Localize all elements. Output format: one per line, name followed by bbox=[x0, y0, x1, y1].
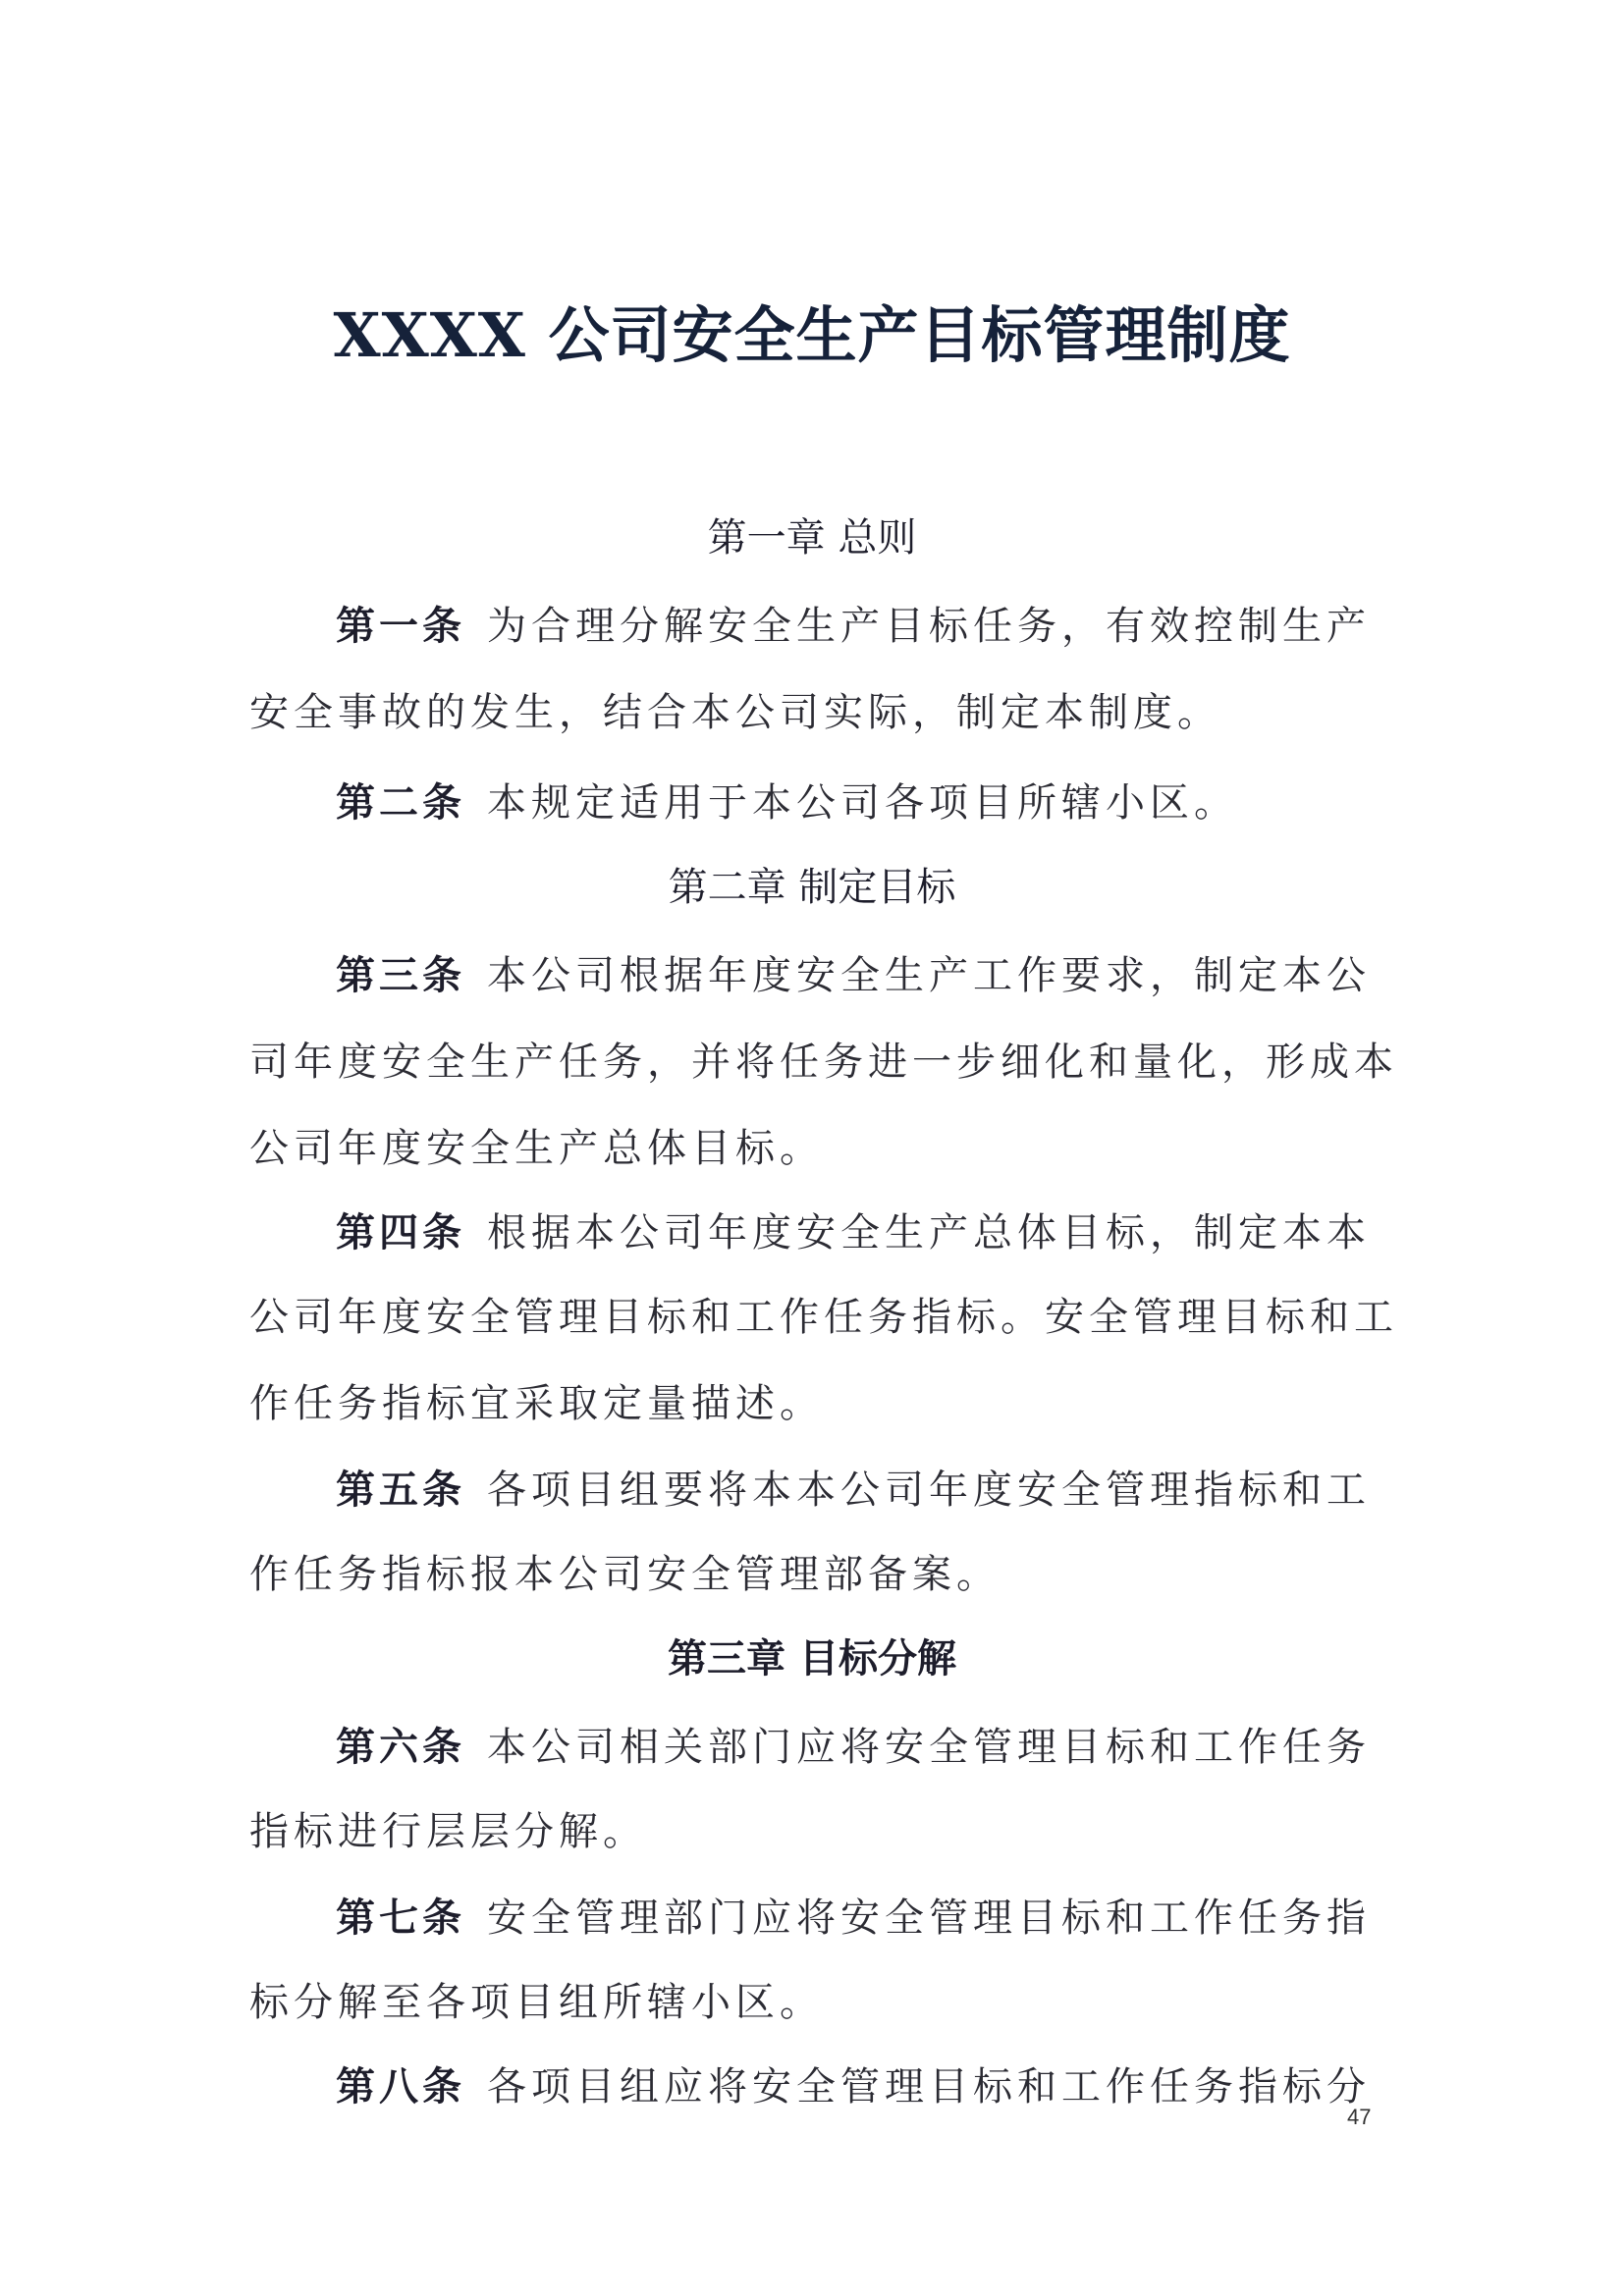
article-number: 第二条 bbox=[336, 780, 465, 826]
article-text: 各项目组要将本本公司年度安全管理指标和工 bbox=[487, 1468, 1371, 1513]
article-4-line-3: 作任务指标宜采取定量描述。 bbox=[249, 1381, 824, 1426]
chapter-heading-2: 第二章 制定目标 bbox=[668, 865, 956, 910]
article-text: 本规定适用于本公司各项目所辖小区。 bbox=[487, 780, 1238, 826]
chapter-heading-1: 第一章 总则 bbox=[707, 515, 917, 561]
article-3-line-3: 公司年度安全生产总体目标。 bbox=[249, 1126, 824, 1171]
article-7-line-2: 标分解至各项目组所辖小区。 bbox=[249, 1980, 824, 2025]
article-5-line-2: 作任务指标报本公司安全管理部备案。 bbox=[249, 1552, 1001, 1597]
article-number: 第一条 bbox=[336, 604, 465, 649]
article-number: 第七条 bbox=[336, 1896, 465, 1941]
article-8-line-1 bbox=[336, 2059, 1388, 2114]
page-number: 47 bbox=[1347, 2105, 1372, 2129]
article-number: 第三条 bbox=[336, 953, 465, 998]
article-4-line-1 bbox=[336, 1205, 1388, 1260]
article-number: 第四条 bbox=[336, 1210, 465, 1255]
article-number: 第八条 bbox=[336, 2064, 465, 2109]
article-text: 本公司根据年度安全生产工作要求，制定本公 bbox=[487, 953, 1371, 998]
article-3-line-1 bbox=[336, 948, 1388, 1003]
article-1-line-2: 安全事故的发生，结合本公司实际，制定本制度。 bbox=[249, 690, 1221, 735]
article-number: 第六条 bbox=[336, 1725, 465, 1770]
article-1-line-1 bbox=[336, 599, 1388, 654]
article-number: 第五条 bbox=[336, 1468, 465, 1513]
article-4-line-2: 公司年度安全管理目标和工作任务指标。安全管理目标和工 bbox=[249, 1295, 1398, 1340]
article-text: 为合理分解安全生产目标任务，有效控制生产 bbox=[487, 604, 1371, 649]
article-text: 根据本公司年度安全生产总体目标，制定本本 bbox=[487, 1210, 1371, 1255]
article-text: 安全管理部门应将安全管理目标和工作任务指 bbox=[487, 1896, 1371, 1941]
article-6-line-1 bbox=[336, 1720, 1388, 1775]
article-5-line-1 bbox=[336, 1463, 1388, 1518]
article-3-line-2: 司年度安全生产任务，并将任务进一步细化和量化，形成本 bbox=[249, 1040, 1398, 1085]
chapter-heading-3: 第三章 目标分解 bbox=[668, 1636, 956, 1682]
article-text: 本公司相关部门应将安全管理目标和工作任务 bbox=[487, 1725, 1371, 1770]
article-7-line-1 bbox=[336, 1891, 1388, 1946]
article-2-line-1 bbox=[336, 775, 1388, 830]
article-6-line-2: 指标进行层层分解。 bbox=[249, 1809, 647, 1854]
article-text: 各项目组应将安全管理目标和工作任务指标分 bbox=[487, 2064, 1371, 2109]
document-title: XXXX 公司安全生产目标管理制度 bbox=[333, 299, 1291, 371]
